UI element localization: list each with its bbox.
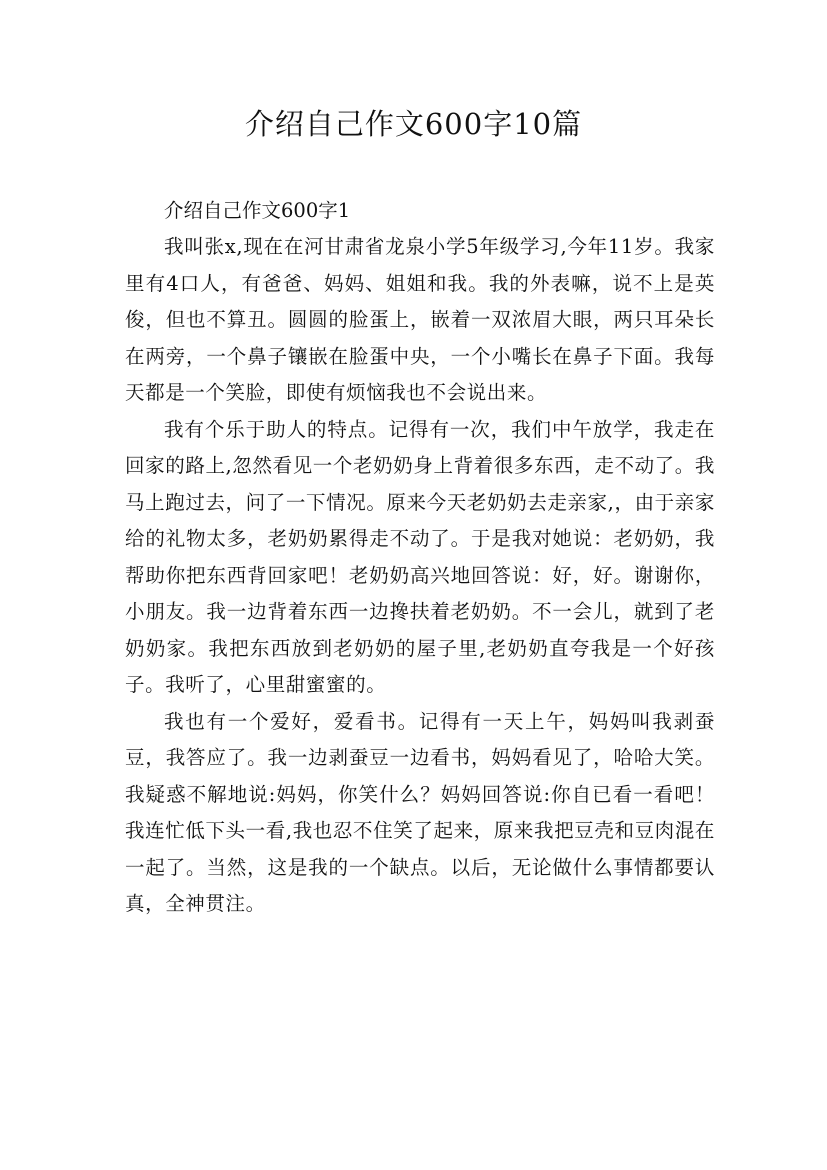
section-heading: 介绍自己作文600字1 [164,199,351,222]
document-title: 介绍自己作文600字10篇 [244,107,583,141]
paragraph-3: 我也有一个爱好，爱看书。记得有一天上午，妈妈叫我剥蚕豆，我答应了。我一边剥蚕豆一边看书，妈妈看见了，哈哈大笑。我疑惑不解地说:妈妈，你笑什么？妈妈回答说:你自已看一看吧！我连忙低下头一看,我也忍不住笑了起来，原来我把豆壳和豆肉混在一起了。当然，这是我的一个缺点。以后，无论做什么事情都要认真，全神贯注。 [125,709,715,915]
paragraph-2: 我有个乐于助人的特点。记得有一次，我们中午放学，我走在回家的路上,忽然看见一个老奶奶身上背着很多东西，走不动了。我马上跑过去，问了一下情况。原来今天老奶奶去走亲家,，由于亲家给的礼物太多，老奶奶累得走不动了。于是我对她说：老奶奶，我帮助你把东西背回家吧！老奶奶高兴地回答说：好，好。谢谢你，小朋友。我一边背着东西一边搀扶着老奶奶。不一会儿，就到了老奶奶家。我把东西放到老奶奶的屋子里,老奶奶直夸我是一个好孩子。我听了，心里甜蜜蜜的。 [125,417,715,696]
document-body [125,193,715,923]
paragraph-1: 我叫张x,现在在河甘肃省龙泉小学5年级学习,今年11岁。我家里有4口人，有爸爸、妈妈、姐姐和我。我的外表嘛，说不上是英俊，但也不算丑。圆圆的脸蛋上，嵌着一双浓眉大眼，两只耳朵长在两旁，一个鼻子镶嵌在脸蛋中央，一个小嘴长在鼻子下面。我每天都是一个笑脸，即使有烦恼我也不会说出来。 [125,235,715,404]
